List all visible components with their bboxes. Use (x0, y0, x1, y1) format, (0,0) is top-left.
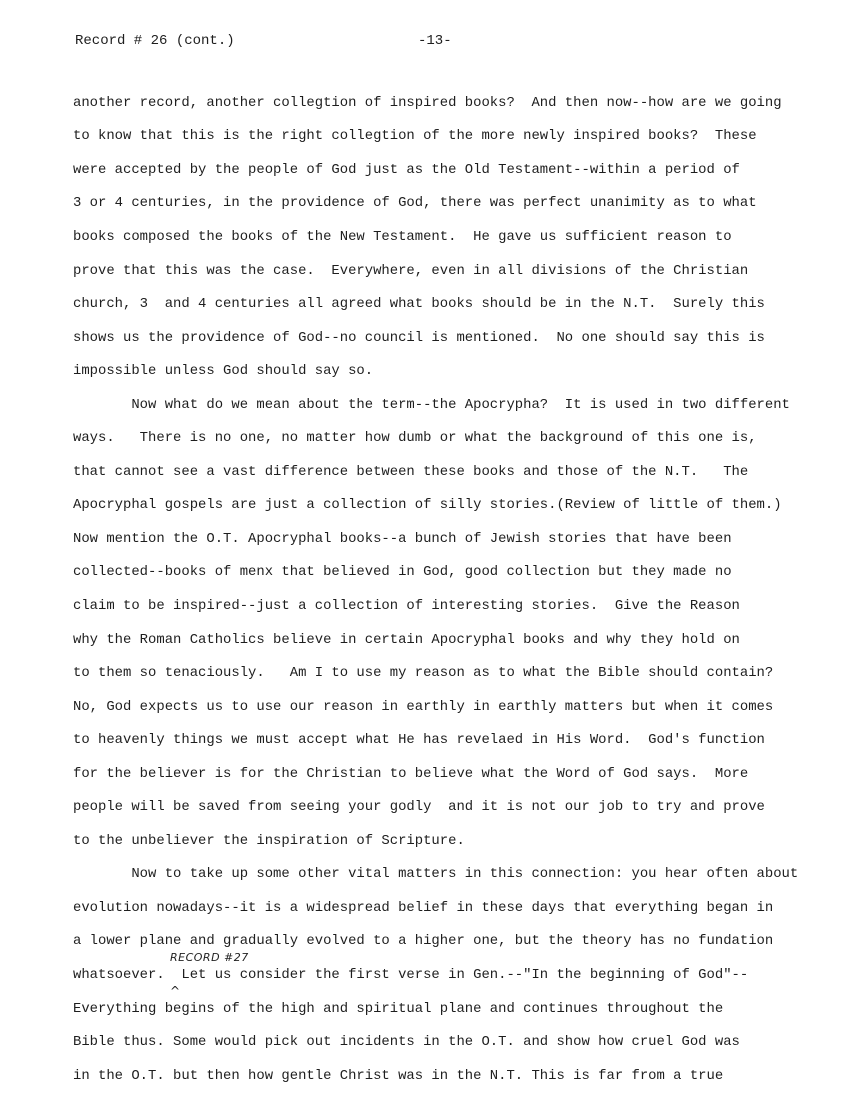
text-line: to the unbeliever the inspiration of Scripture. (73, 832, 465, 849)
text-line: collected--books of menx that believed in God, good collection but they made no (73, 564, 732, 581)
text-line: another record, another collegtion of inspired books? And then now--how are we going (73, 94, 782, 111)
text-line: prove that this was the case. Everywhere, even in all divisions of the Christian (73, 262, 749, 279)
text-line: to heavenly things we must accept what He has revelaed in His Word. God's function (73, 732, 765, 749)
text-line: evolution nowadays--it is a widespread belief in these days that everything began in (73, 899, 774, 916)
text-line: Now what do we mean about the term--the Apocrypha? It is used in two different (73, 396, 790, 413)
text-line: shows us the providence of God--no council is mentioned. No one should say this is (73, 329, 765, 346)
text-line: to them so tenaciously. Am I to use my reason as to what the Bible should contain? (73, 665, 774, 682)
text-line: Everything begins of the high and spiritual plane and continues throughout the (73, 1000, 724, 1017)
text-line: church, 3 and 4 centuries all agreed what books should be in the N.T. Surely this (73, 296, 765, 313)
text-line: in the O.T. but then how gentle Christ was in the N.T. This is far from a true (73, 1067, 724, 1084)
insertion-caret: ^ (170, 984, 181, 998)
text-line: Now to take up some other vital matters in this connection: you hear often about (73, 866, 799, 883)
text-line: books composed the books of the New Testament. He gave us sufficient reason to (73, 228, 732, 245)
record-header: Record # 26 (cont.) (75, 33, 235, 49)
text-line: ways. There is no one, no matter how dumb or what the background of this one is, (73, 430, 757, 447)
text-line: why the Roman Catholics believe in certain Apocryphal books and why they hold on (73, 631, 740, 648)
text-line: to know that this is the right collegtion of the more newly inspired books? These (73, 128, 757, 145)
page-number: -13- (418, 33, 452, 49)
text-line: impossible unless God should say so. (73, 363, 374, 380)
text-line: Apocryphal gospels are just a collection of silly stories.(Review of little of them.) (73, 497, 782, 514)
text-line: Bible thus. Some would pick out incidents in the O.T. and show how cruel God was (73, 1034, 740, 1051)
text-line: No, God expects us to use our reason in earthly in earthly matters but when it comes (73, 698, 774, 715)
document-body (73, 86, 798, 1092)
text-line: whatsoever. Let us consider the first verse in Gen.--"In the beginning of God"-- (73, 967, 749, 984)
text-line: a lower plane and gradually evolved to a higher one, but the theory has no fundation (73, 933, 774, 950)
text-line: for the believer is for the Christian to believe what the Word of God says. More (73, 765, 749, 782)
text-line: that cannot see a vast difference between these books and those of the N.T. The (73, 463, 749, 480)
text-line: were accepted by the people of God just as the Old Testament--within a period of (73, 161, 740, 178)
text-line: claim to be inspired--just a collection of interesting stories. Give the Reason (73, 598, 740, 614)
text-line: Now mention the O.T. Apocryphal books--a bunch of Jewish stories that have been (73, 530, 732, 547)
text-line: 3 or 4 centuries, in the providence of God, there was perfect unanimity as to what (73, 195, 757, 212)
handwritten-annotation: RECORD #27 (170, 951, 249, 964)
text-line: people will be saved from seeing your godly and it is not our job to try and prove (73, 799, 765, 816)
